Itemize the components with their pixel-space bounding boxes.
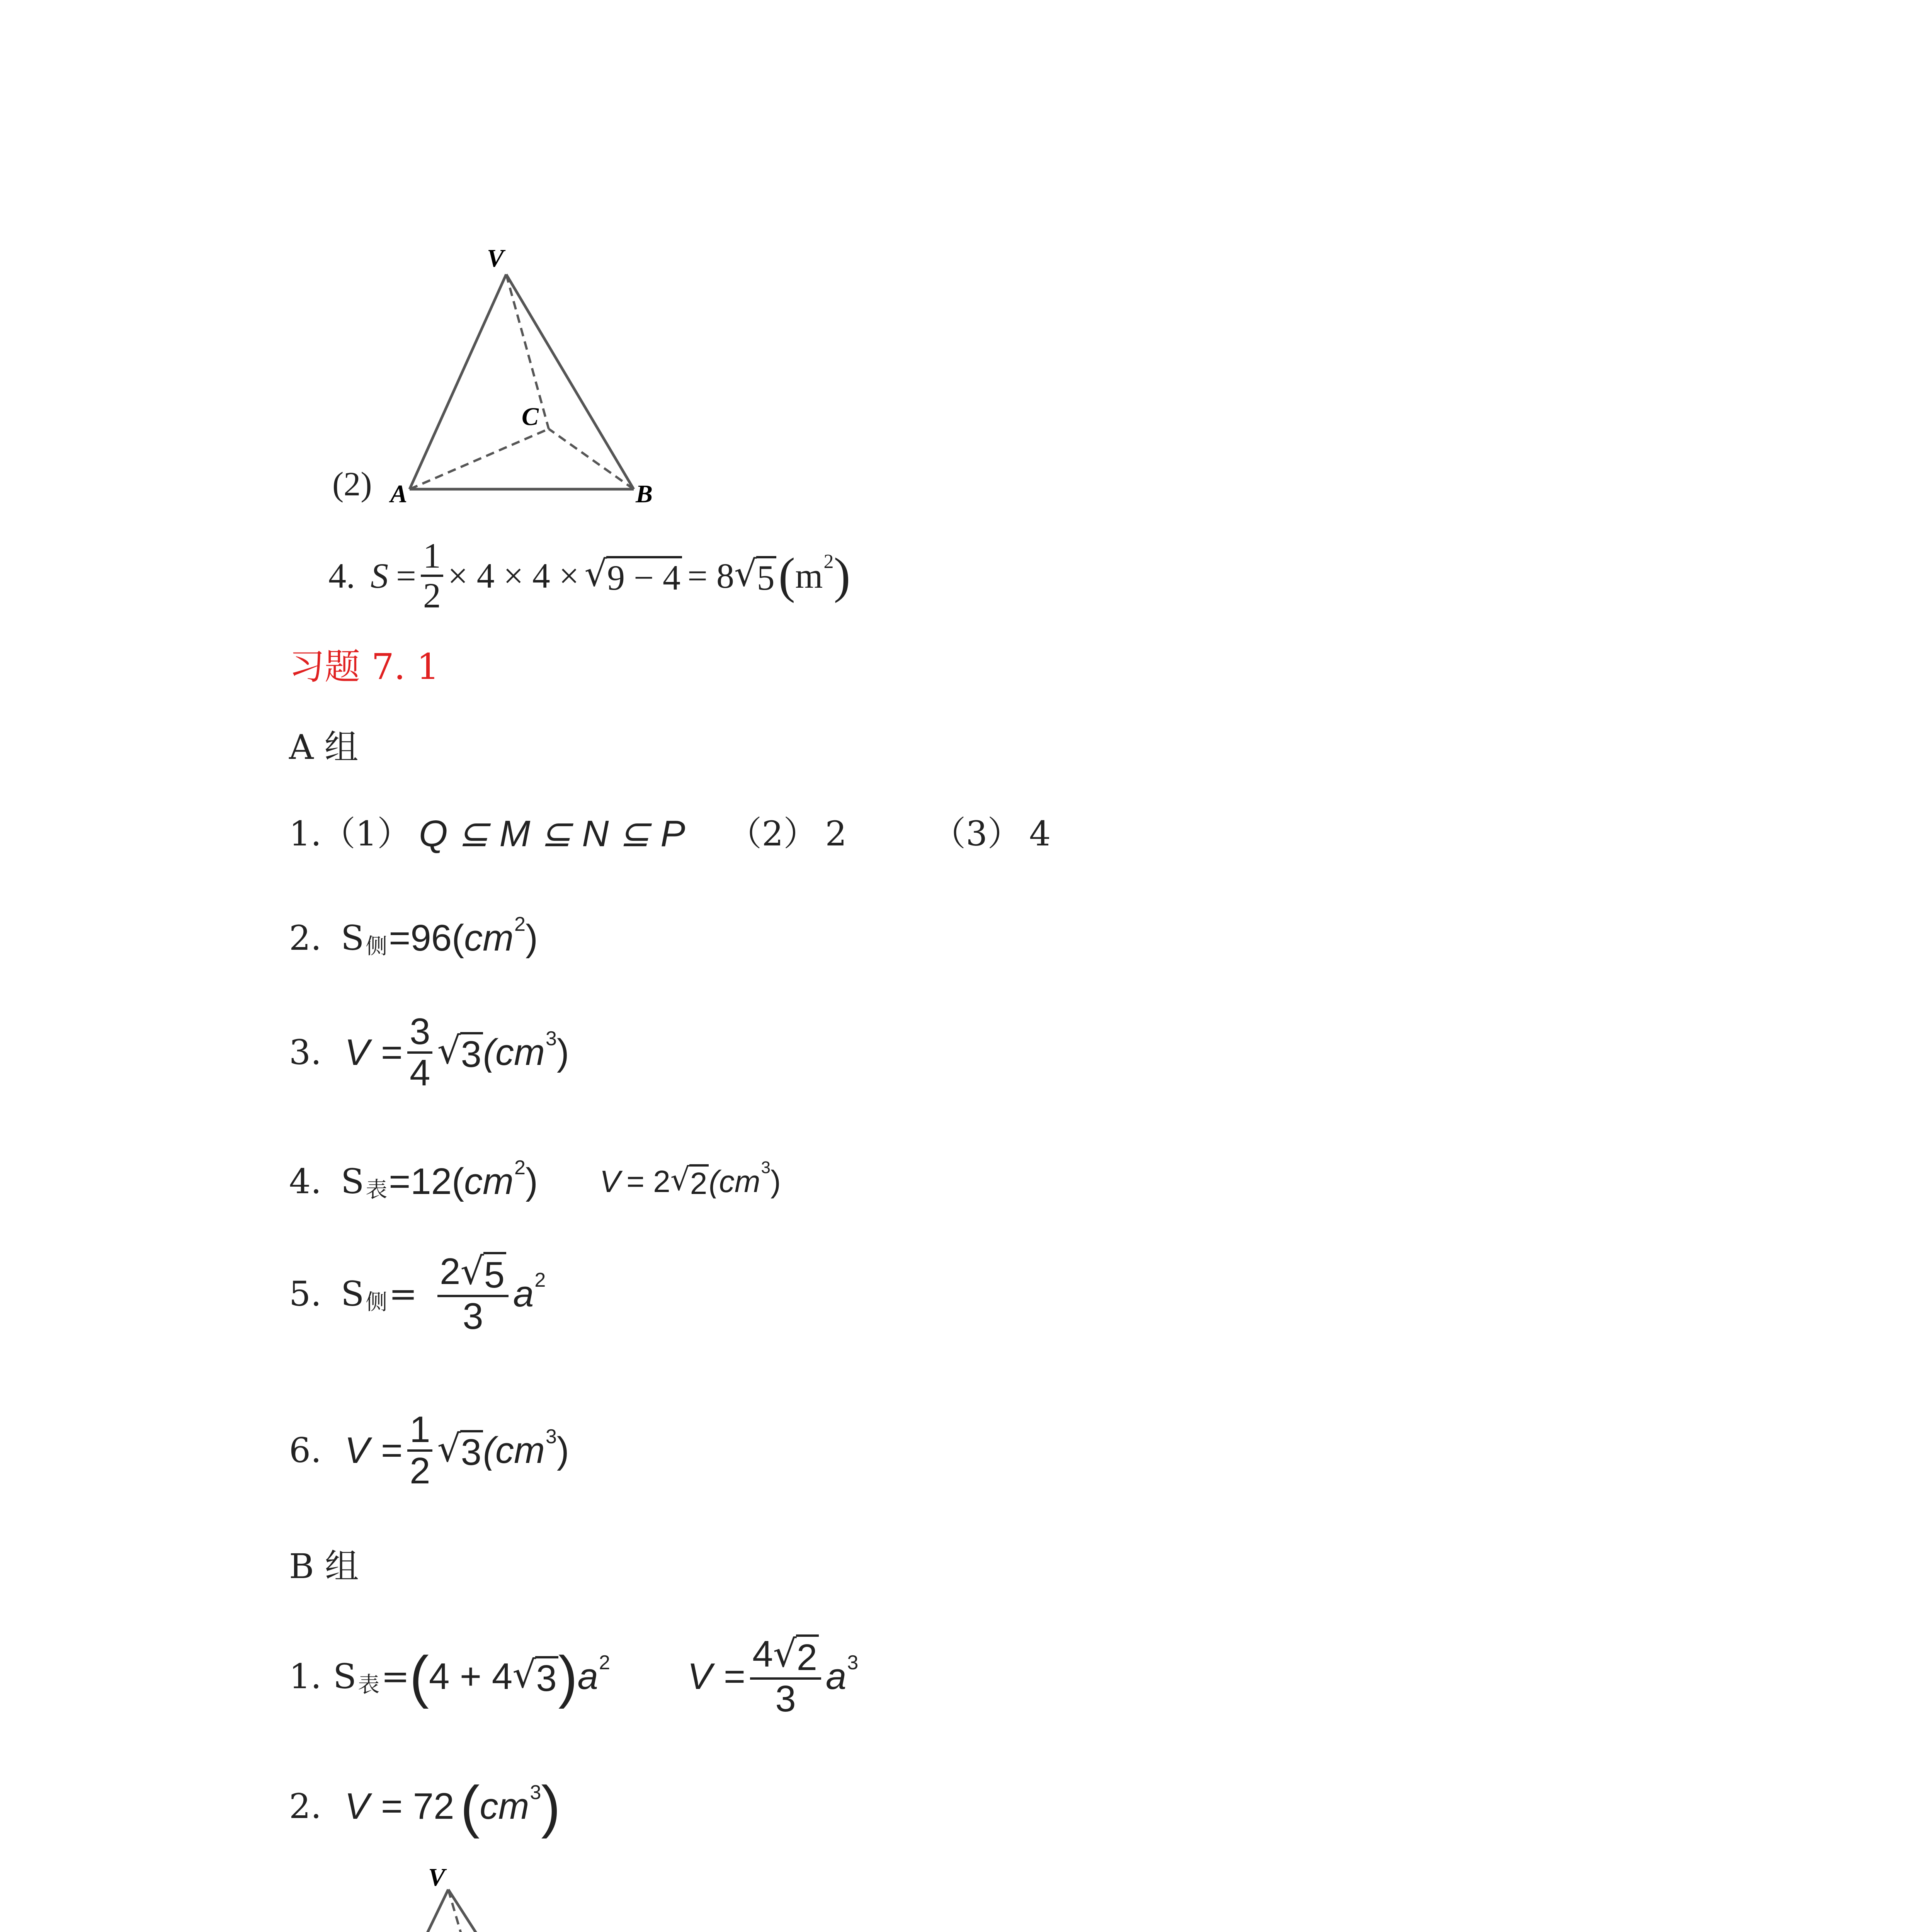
group-a-item-6: 6. V = 1 2 √ 3 (cm 3 ) [289,1409,569,1492]
fraction-two-root-five-over-three: 2 √ 5 3 [437,1252,509,1336]
sqrt-9-minus-4: √ 9 − 4 [585,556,682,595]
fraction-three-quarters: 3 4 [407,1012,432,1093]
group-b-label: B 组 [289,1546,359,1586]
symbol-s: S [371,556,388,595]
fraction-one-half: 1 2 [407,1410,432,1491]
group-b-item-2: 2. V = 72 ( cm 3 ) [289,1774,561,1839]
item-number: 4. [328,556,355,595]
group-a-label: A 组 [289,727,359,767]
answer-line-4-area: 4. S = 1 2 × 4 × 4 × √ 9 − 4 = 8 √ 5 ( m 2 ) [328,536,850,615]
tetrahedron-figure-1 [390,243,680,514]
group-a-item-1: 1. （1） Q ⊆ M ⊆ N ⊆ P （2） 2 （3） 4 [289,813,1051,854]
sqrt-5: √ 5 [734,556,776,595]
group-a-item-4: 4. S 表 =12( cm 2 ) V = 2 √ 2 (cm 3 ) [289,1156,781,1202]
figure-1-prefix: (2) [332,466,372,503]
vertex-c: C [522,403,539,431]
subset-chain: Q ⊆ M ⊆ N ⊆ P [418,813,685,854]
vertex-b: B [636,480,653,508]
vertex-a: A [390,480,408,508]
group-a-item-5: 5. S 侧 = 2 √ 5 3 a 2 [289,1250,546,1337]
vertex-v: V [428,1863,446,1891]
group-a-item-3: 3. V = 3 4 √ 3 (cm 3 ) [289,1011,569,1094]
group-a-item-2: 2. S 侧 =96( cm 2 ) [289,913,538,959]
fraction-half: 1 2 [421,537,443,614]
group-b-item-1: 1. S 表 = ( 4 + 4 √ 3 ) a 2 V = 4 √ 2 3 a 3 [289,1632,859,1719]
vertex-v: V [487,244,504,272]
fraction-four-root-two-over-three: 4 √ 2 3 [750,1634,821,1719]
section-title: 习题 7. 1 [289,646,439,687]
tetrahedron-figure-2 [332,1863,626,1932]
